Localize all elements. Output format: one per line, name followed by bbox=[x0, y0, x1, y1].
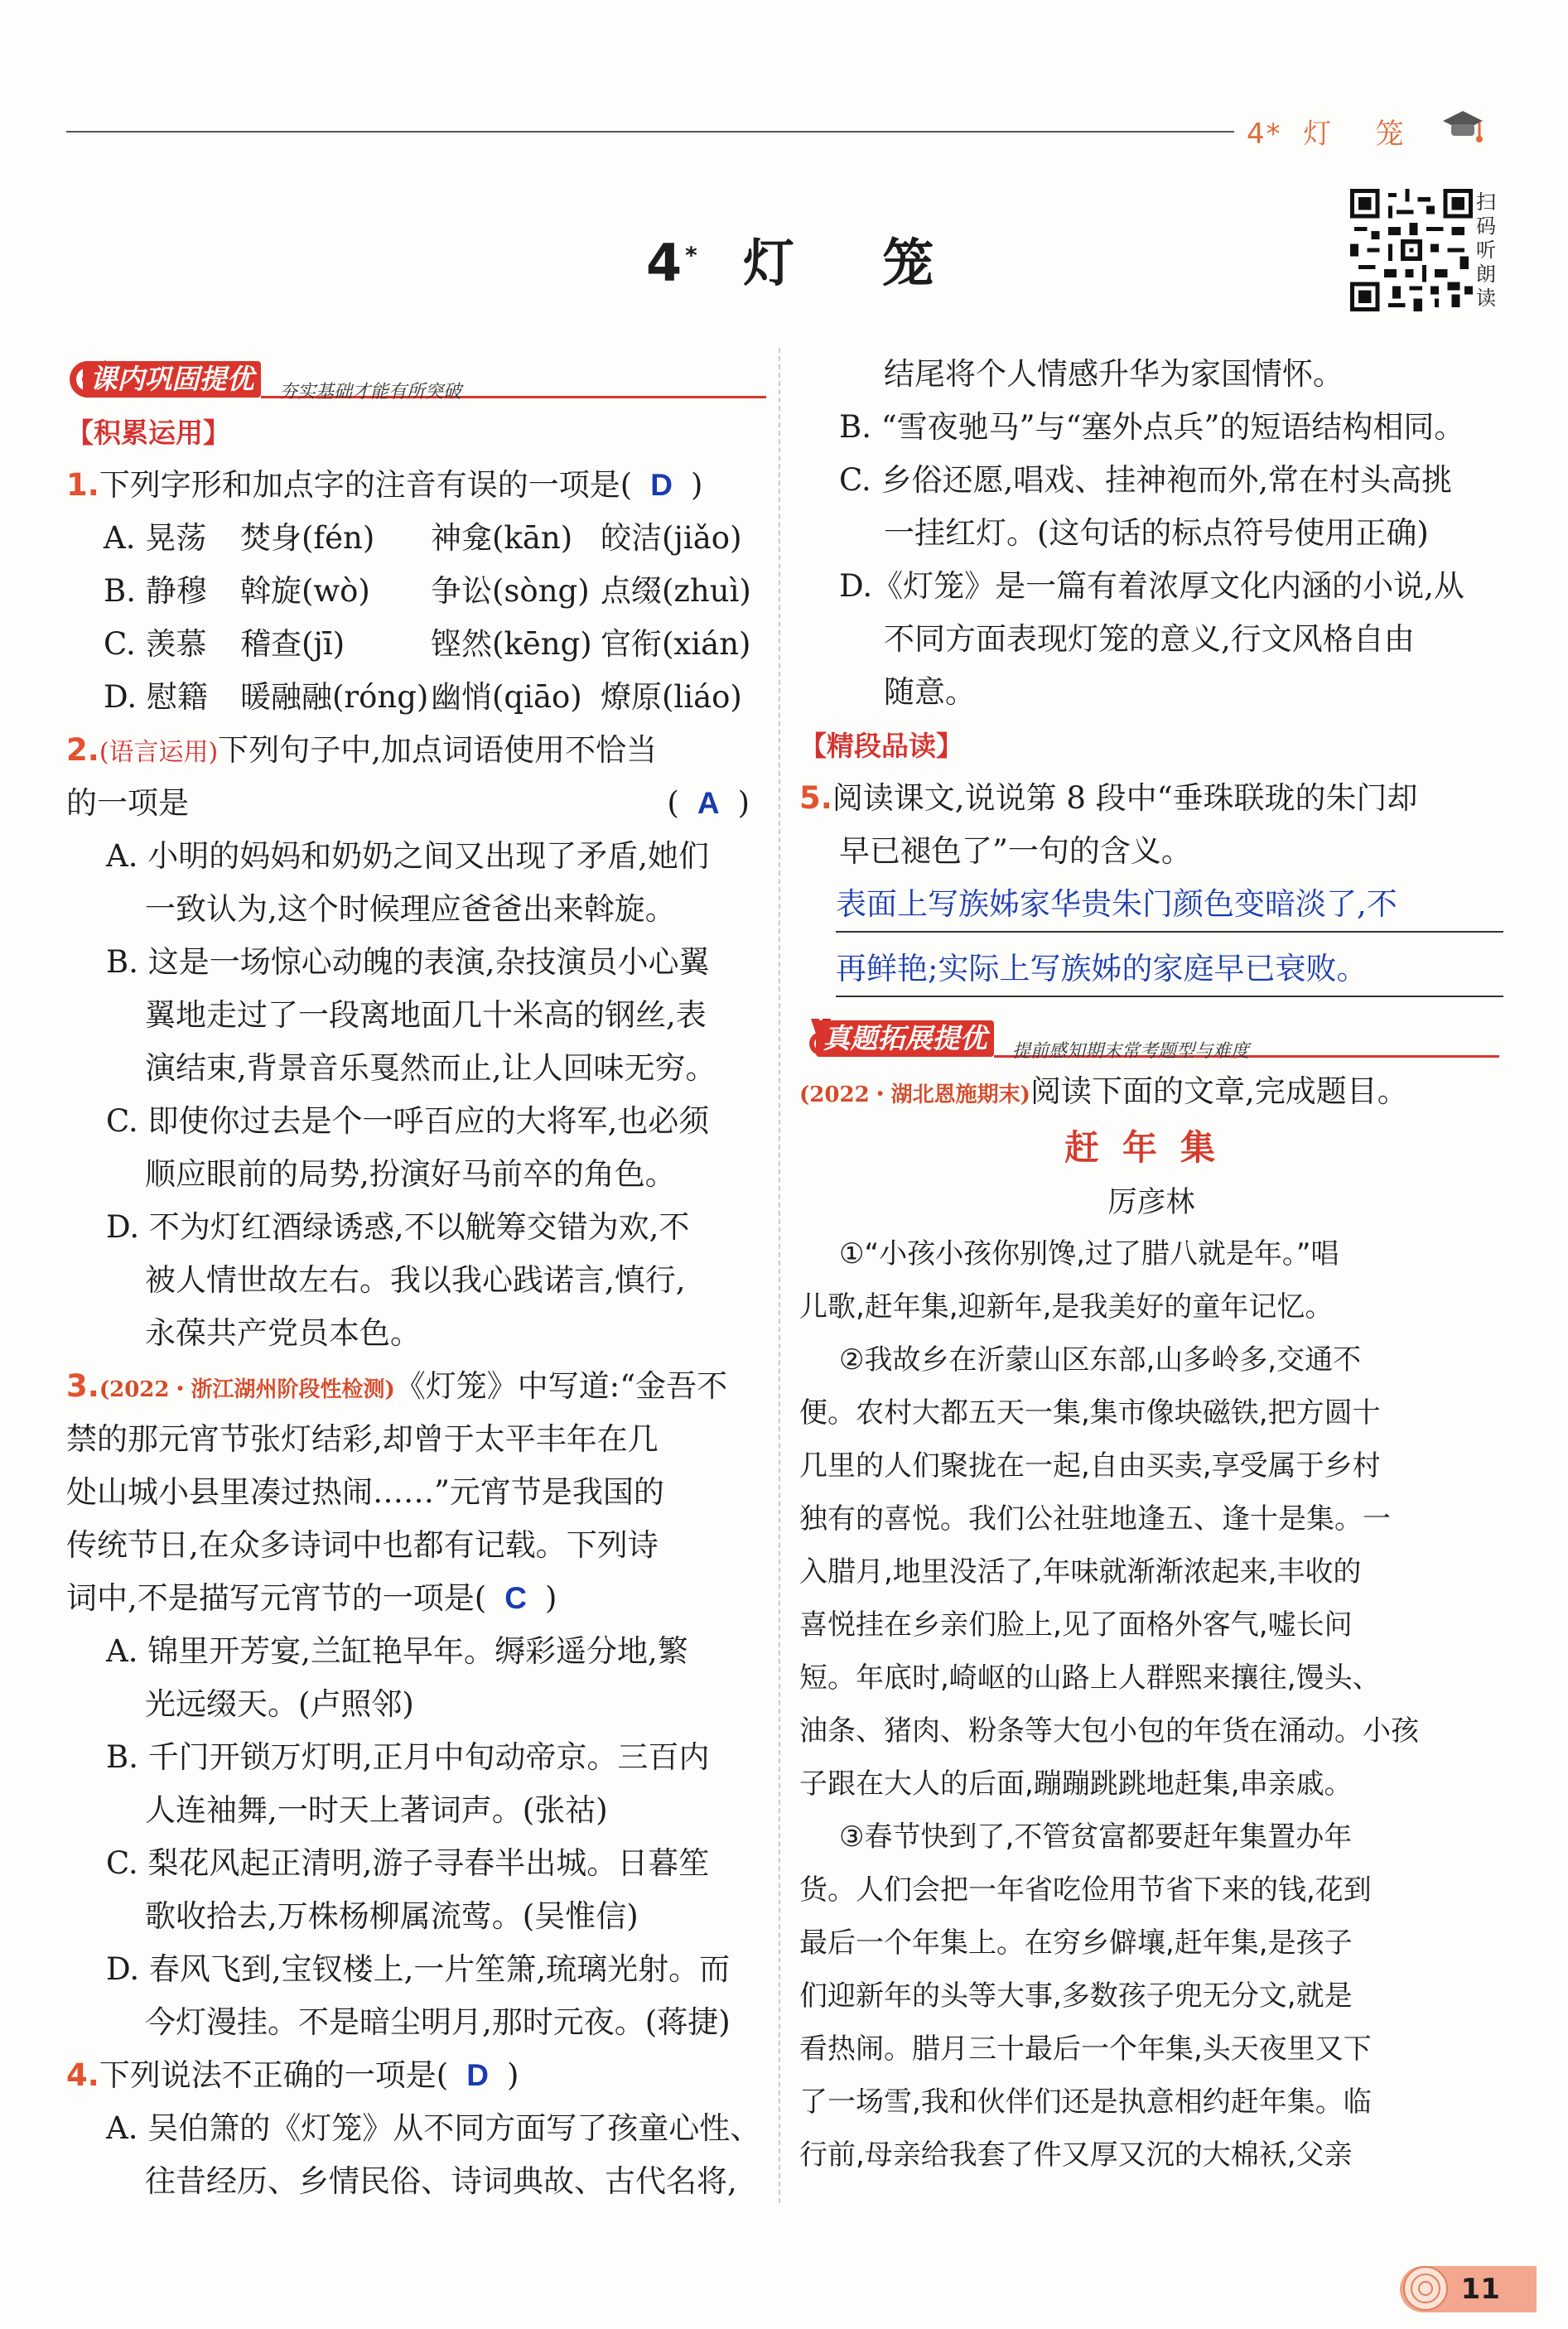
essay-line: 油条、猪肉、粉条等大包小包的年货在涌动。小孩 bbox=[799, 1714, 1419, 1748]
essay-line: 看热闹。腊月三十最后一个年集,头天夜里又下 bbox=[799, 2032, 1372, 2066]
spiral-icon bbox=[1400, 2263, 1451, 2314]
essay-line: 入腊月,地里没活了,年味就渐渐浓起来,丰收的 bbox=[799, 1555, 1362, 1589]
q4-option-line: B. “雪夜驰马”与“塞外点兵”的短语结构相同。 bbox=[839, 409, 1465, 445]
q2-option-line: 一致认为,这个时候理应爸爸出来斡旋。 bbox=[145, 891, 676, 927]
q2-option-line: B. 这是一场惊心动魄的表演,杂技演员小心翼 bbox=[106, 944, 710, 980]
header-lesson-label: 4* 灯 笼 bbox=[1247, 118, 1406, 151]
right-column bbox=[799, 348, 1503, 2182]
q2-option-line: 永葆共产党员本色。 bbox=[145, 1315, 421, 1351]
q2-option-line: D. 不为灯红酒绿诱惑,不以觥筹交错为欢,不 bbox=[106, 1209, 690, 1245]
essay-line: 喜悦挂在乡亲们脸上,见了面格外客气,嘘长问 bbox=[799, 1608, 1353, 1642]
question-5-stem-cont: 早已褪色了”一句的含义。 bbox=[839, 833, 1192, 869]
part-tag-reading: 【精段品读】 bbox=[799, 730, 963, 762]
question-1-options: A. 晃荡 焚身(fén) 神龛(kān) 皎洁(jiǎo) B. 静穆 斡旋(wò) 争讼(sòng) 点缀(zhuì) C. 羡慕 稽查(jī) 铿然(kēng) 官衔(xián) D. 慰籍 暖融融(róng) 幽悄(qiāo) 燎原(liáo) bbox=[66, 512, 766, 724]
section-subtitle: 提前感知期末常考题型与难度 bbox=[1012, 1041, 1250, 1062]
option: D. 慰籍 bbox=[104, 679, 208, 715]
question-2-stem-cont: 的一项是 ( A ) bbox=[66, 785, 750, 821]
page-number-tab bbox=[1400, 2266, 1537, 2312]
source-label: (2022・湖北恩施期末) bbox=[799, 1083, 1030, 1107]
qr-label: 扫码听朗读 bbox=[1476, 190, 1496, 310]
essay-line: ②我故乡在沂蒙山区东部,山多岭多,交通不 bbox=[839, 1343, 1362, 1377]
q4-option-line: 不同方面表现灯笼的意义,行文风格自由 bbox=[884, 621, 1415, 657]
page-number: 11 bbox=[1460, 2273, 1500, 2306]
essay-line: 行前,母亲给我套了件又厚又沉的大棉袄,父亲 bbox=[799, 2139, 1353, 2172]
q2-option-line: 翼地走过了一段离地面几十米高的钢丝,表 bbox=[145, 997, 707, 1033]
graduation-cap-icon bbox=[1441, 108, 1484, 144]
q3-option-line: 今灯漫挂。不是暗尘明月,那时元夜。(蒋捷) bbox=[145, 2004, 731, 2040]
essay-title: 赶年集 bbox=[1064, 1127, 1238, 1168]
option: C. 羡慕 bbox=[104, 626, 207, 662]
part-tag-accumulation: 【积累运用】 bbox=[66, 417, 230, 449]
q3-stem-line: 处山城小县里凑过热闹……”元宵节是我国的 bbox=[66, 1474, 664, 1510]
essay-line: ①“小孩小孩你别馋,过了腊八就是年。”唱 bbox=[839, 1237, 1339, 1271]
essay-line: ③春节快到了,不管贫富都要赶年集置办年 bbox=[839, 1820, 1353, 1854]
q2-option-line: C. 即使你过去是个一呼百应的大将军,也必须 bbox=[106, 1103, 710, 1139]
q3-stem-last: 词中,不是描写元宵节的一项是( C ) bbox=[66, 1580, 557, 1616]
q2-option-line: 顺应眼前的局势,扮演好马前卒的角色。 bbox=[145, 1156, 676, 1192]
essay-line: 独有的喜悦。我们公社驻地逢五、逢十是集。一 bbox=[799, 1502, 1391, 1536]
q3-option-line: 歌收拾去,万株杨柳属流莺。(吴惟信) bbox=[145, 1898, 639, 1934]
q3-stem-line: 禁的那元宵节张灯结彩,却曾于太平丰年在几 bbox=[66, 1421, 659, 1457]
section-subtitle: 夯实基础才能有所突破 bbox=[279, 382, 462, 403]
essay-line: 儿歌,赶年集,迎新年,是我美好的童年记忆。 bbox=[799, 1290, 1334, 1324]
section-title: 真题拓展提优 bbox=[816, 1020, 994, 1057]
question-4-stem: 4.下列说法不正确的一项是( D ) bbox=[66, 2057, 519, 2093]
header-rule bbox=[66, 131, 1234, 133]
q2-option-line: 演结束,背景音乐戛然而止,让人回味无穷。 bbox=[145, 1050, 716, 1086]
answer-2: A bbox=[697, 786, 720, 820]
q3-option-line: D. 春风飞到,宝钗楼上,一片笙箫,琉璃光射。而 bbox=[106, 1951, 731, 1987]
question-1-stem: 1.下列字形和加点字的注音有误的一项是( D ) bbox=[66, 467, 703, 503]
essay-line: 最后一个年集上。在穷乡僻壤,赶年集,是孩子 bbox=[799, 1926, 1353, 1960]
q3-option-line: 光远缀天。(卢照邻) bbox=[145, 1686, 414, 1722]
q4-option-line: C. 乡俗还愿,唱戏、挂神袍而外,常在村头高挑 bbox=[839, 462, 1453, 498]
question-2-stem: 2.(语言运用)下列句子中,加点词语使用不恰当 bbox=[66, 732, 657, 768]
q4-option-line: 一挂红灯。(这句话的标点符号使用正确) bbox=[884, 515, 1429, 551]
q3-option-line: 人连袖舞,一时天上著词声。(张祜) bbox=[145, 1792, 608, 1828]
reading-intro: (2022・湖北恩施期末)阅读下面的文章,完成题目。 bbox=[799, 1073, 1408, 1109]
q4-option-line: D.《灯笼》是一篇有着浓厚文化内涵的小说,从 bbox=[839, 568, 1464, 604]
essay-line: 短。年底时,崎岖的山路上人群熙来攘往,馒头、 bbox=[799, 1661, 1381, 1695]
q4-option-line: 结尾将个人情感升华为家国情怀。 bbox=[884, 356, 1344, 392]
essay-line: 了一场雪,我和伙伴们还是执意相约赶年集。临 bbox=[799, 2085, 1372, 2119]
q4-option-line: 随意。 bbox=[884, 674, 976, 710]
answer-3: C bbox=[504, 1581, 527, 1615]
q3-option-line: A. 锦里开芳宴,兰缸艳早年。缛彩遥分地,繁 bbox=[106, 1633, 688, 1669]
qr-code-icon[interactable] bbox=[1346, 189, 1477, 311]
q3-option-line: C. 梨花风起正清明,游子寻春半出城。日暮笙 bbox=[106, 1845, 710, 1881]
section-title: 课内巩固提优 bbox=[83, 361, 261, 398]
q3-stem-line: 传统节日,在众多诗词中也都有记载。下列诗 bbox=[66, 1527, 659, 1563]
essay-line: 子跟在大人的后面,蹦蹦跳跳地赶集,串亲戚。 bbox=[799, 1767, 1353, 1801]
essay-body bbox=[799, 1227, 1503, 2182]
essay-line: 货。人们会把一年省吃俭用节省下来的钱,花到 bbox=[799, 1873, 1372, 1907]
section-banner-basic bbox=[66, 348, 766, 406]
essay-line: 几里的人们聚拢在一起,自由买卖,享受属于乡村 bbox=[799, 1449, 1381, 1483]
option: A. 晃荡 bbox=[104, 520, 207, 556]
left-column bbox=[66, 348, 766, 2208]
essay-line: 便。农村大都五天一集,集市像块磁铁,把方圆十 bbox=[799, 1396, 1381, 1430]
question-3-stem: 3.(2022・浙江湖州阶段性检测)《灯笼》中写道:“金吾不 bbox=[66, 1368, 728, 1404]
section-banner-exam bbox=[799, 1007, 1503, 1065]
source-label: (2022・浙江湖州阶段性检测) bbox=[99, 1377, 395, 1402]
essay-line: 们迎新年的头等大事,多数孩子兜无分文,就是 bbox=[799, 1979, 1353, 2013]
answer-5-line-1: 表面上写族姊家华贵朱门颜色变暗淡了,不 bbox=[836, 878, 1503, 933]
option: B. 静穆 bbox=[104, 573, 207, 609]
answer-4: D bbox=[466, 2058, 489, 2092]
essay-author: 厉彦林 bbox=[1107, 1186, 1195, 1219]
lesson-title: 4* 灯 笼 bbox=[646, 233, 938, 293]
q2-option-line: A. 小明的妈妈和奶奶之间又出现了矛盾,她们 bbox=[106, 838, 710, 874]
answer-1: D bbox=[650, 468, 673, 502]
q4-option-line: 往昔经历、乡情民俗、诗词典故、古代名将, bbox=[145, 2163, 737, 2199]
q3-option-line: B. 千门开锁万灯明,正月中旬动帝京。三百内 bbox=[106, 1739, 710, 1775]
answer-5-line-2: 再鲜艳;实际上写族姊的家庭早已衰败。 bbox=[836, 943, 1503, 997]
question-5-stem: 5.阅读课文,说说第 8 段中“垂珠联珑的朱门却 bbox=[799, 780, 1418, 816]
q2-option-line: 被人情世故左右。我以我心践诺言,慎行, bbox=[145, 1262, 686, 1298]
q4-option-line: A. 吴伯箫的《灯笼》从不同方面写了孩童心性、 bbox=[106, 2110, 761, 2146]
